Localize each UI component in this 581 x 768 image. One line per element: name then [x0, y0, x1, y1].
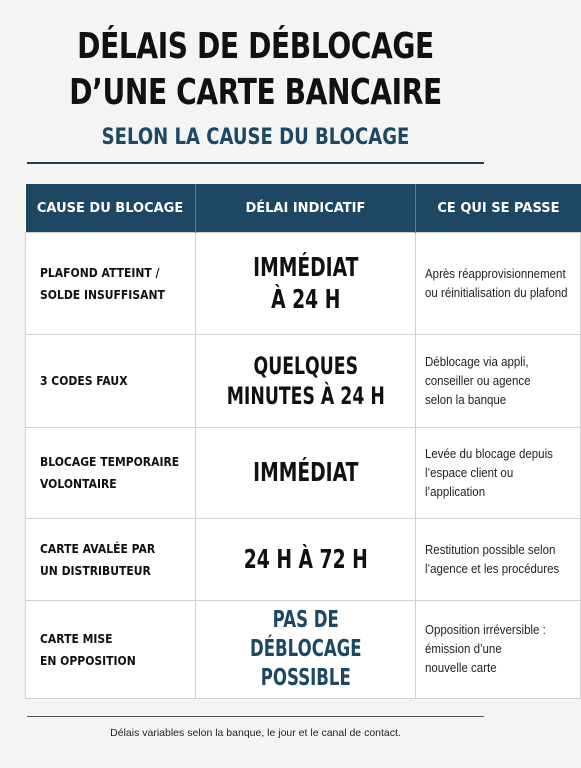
delai-line: IMMÉDIAT	[252, 458, 359, 488]
desc-line: ou réinitialisation du plafond	[425, 285, 568, 300]
table-row	[26, 428, 581, 519]
delai-line: PAS DE	[272, 607, 339, 633]
delai-line: 24 H À 72 H	[243, 544, 368, 575]
delai-cell	[195, 335, 416, 428]
desc-line: Déblocage via appli,	[425, 354, 529, 369]
cause-line: UN DISTRIBUTEUR	[40, 563, 151, 578]
delai-cell	[195, 601, 416, 699]
cause-line: VOLONTAIRE	[40, 477, 117, 491]
cause-line: BLOCAGE TEMPORAIRE	[40, 455, 180, 469]
desc-cell	[416, 601, 581, 699]
desc-line: l’agence et les procédures	[425, 561, 560, 576]
cause-cell	[26, 601, 196, 699]
desc-line: émission d’une	[425, 642, 502, 656]
footnote: Délais variables selon la banque, le jour et le canal de contact.	[110, 727, 401, 739]
cause-cell	[26, 428, 196, 519]
page-subtitle: SELON LA CAUSE DU BLOCAGE	[101, 125, 410, 150]
delay-table	[25, 184, 581, 699]
delai-line: DÉBLOCAGE	[249, 636, 362, 662]
cause-cell	[26, 233, 196, 335]
desc-line: l’application	[425, 484, 486, 499]
header-desc: CE QUI SE PASSE	[416, 184, 581, 233]
delai-cell	[195, 233, 416, 335]
bottom-divider	[27, 716, 484, 717]
delai-line: POSSIBLE	[260, 665, 351, 691]
desc-cell	[416, 233, 581, 335]
cause-cell	[26, 519, 196, 601]
delai-line: QUELQUES	[253, 352, 358, 380]
desc-cell	[416, 428, 581, 519]
title-line-2: D’UNE CARTE BANCAIRE	[69, 72, 442, 113]
delai-line: IMMÉDIAT	[252, 252, 359, 283]
cause-line: SOLDE INSUFFISANT	[40, 287, 165, 302]
cause-line: 3 CODES FAUX	[40, 374, 128, 388]
table-row	[26, 601, 581, 699]
cause-line: EN OPPOSITION	[40, 653, 136, 668]
cause-cell	[26, 335, 196, 428]
desc-line: Après réapprovisionnement	[425, 266, 566, 281]
page-title	[56, 24, 455, 116]
top-divider	[27, 162, 484, 164]
header-delai: DÉLAI INDICATIF	[195, 184, 416, 233]
desc-line: conseiller ou agence	[425, 373, 531, 388]
title-line-1: DÉLAIS DE DÉBLOCAGE	[77, 26, 434, 67]
table-row	[26, 335, 581, 428]
delai-cell	[195, 519, 416, 601]
desc-line: selon la banque	[425, 392, 507, 407]
desc-line: Levée du blocage depuis	[425, 446, 554, 461]
header-cause: CAUSE DU BLOCAGE	[26, 184, 196, 233]
cause-line: CARTE AVALÉE PAR	[40, 541, 156, 556]
desc-cell	[416, 519, 581, 601]
desc-line: Opposition irréversible :	[425, 623, 547, 637]
cause-line: PLAFOND ATTEINT /	[40, 265, 160, 280]
table-header-row	[26, 184, 581, 233]
desc-line: l’espace client ou	[425, 465, 514, 480]
delai-line: MINUTES À 24 H	[226, 382, 385, 410]
desc-line: Restitution possible selon	[425, 542, 556, 557]
delai-line: À 24 H	[270, 284, 341, 315]
delai-cell	[195, 428, 416, 519]
table-row	[26, 519, 581, 601]
table-row	[26, 233, 581, 335]
cause-line: CARTE MISE	[40, 631, 113, 646]
desc-cell	[416, 335, 581, 428]
desc-line: nouvelle carte	[425, 661, 497, 675]
